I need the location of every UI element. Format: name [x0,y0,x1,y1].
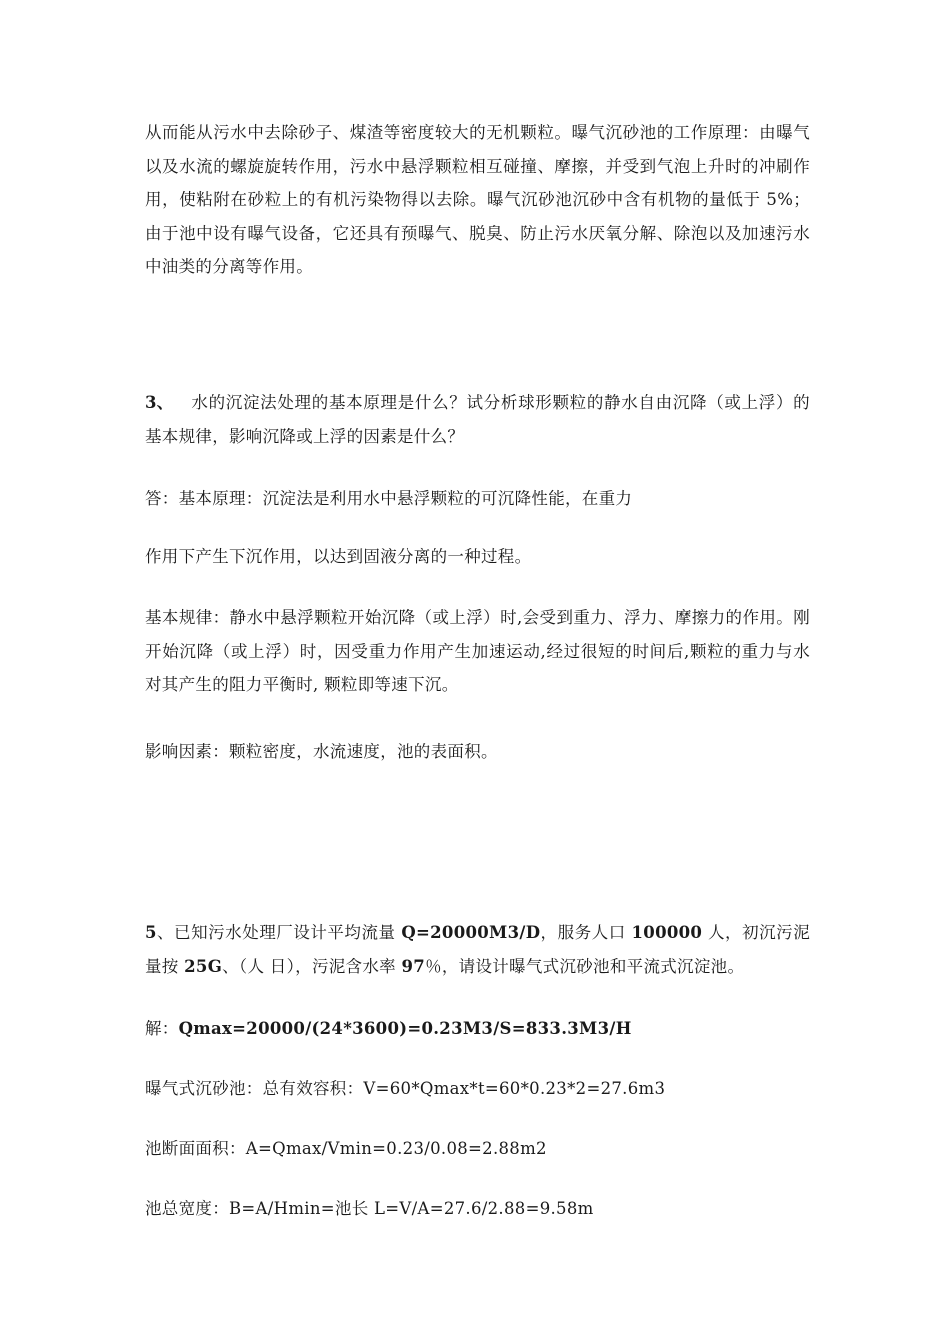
paragraph-aerated-grit-chamber: 从而能从污水中去除砂子、煤渣等密度较大的无机颗粒。曝气沉砂池的工作原理：由曝气以及水流的螺旋旋转作用，污水中悬浮颗粒相互碰撞、摩擦，并受到气泡上升时的冲刷作用，使粘附在砂粒上的有机污染物得以去除。曝气沉砂池沉砂中含有机物的量低于 5%；由于池中设有曝气设备，它还具有预曝气、脱臭、防止污水厌氧分解、除泡以及加速污水中油类的分离等作用。 [145,123,810,276]
question-text-part: ％，请设计曝气式沉砂池和平流式沉淀池。 [425,956,745,976]
answer-basic-rule: 基本规律：静水中悬浮颗粒开始沉降（或上浮）时,会受到重力、浮力、摩擦力的作用。刚开始沉降（或上浮）时，因受重力作用产生加速运动,经过很短的时间后,颗粒的重力与水对其产生的阻力平衡时, 颗粒即等速下沉。 [145,608,810,694]
question-text-part: ，服务人口 [540,923,632,942]
solution-volume: 曝气式沉砂池：总有效容积：V=60*Qmax*t=60*0.23*2=27.6m3 [145,1079,666,1098]
question-text-part: 、已知污水处理厂设计平均流量 [156,923,402,942]
question-text-part: 、（人 日），污泥含水率 [222,956,402,976]
question-3 [145,386,810,453]
answer-factors: 影响因素：颗粒密度，水流速度，池的表面积。 [145,742,498,761]
qmax-formula: Qmax=20000/(24*3600)=0.23M3/S=833.3M3/H [178,1019,632,1038]
question-5 [145,916,810,983]
question-text-part: 人，初沉污泥量按 [145,923,810,976]
solution-qmax [145,1012,810,1046]
solution-area: 池断面面积：A=Qmax/Vmin=0.23/0.08=2.88m2 [145,1139,547,1158]
solution-width: 池总宽度：B=A/Hmin=池长 L=V/A=27.6/2.88=9.58m [145,1199,594,1218]
question-number: 3、 [145,393,174,412]
water-content-value: 97 [401,956,426,976]
flow-value: Q=20000M3/D [401,923,541,942]
sludge-value: 25G [184,956,223,976]
population-value: 100000 [631,923,703,942]
solution-label: 解： [145,1019,179,1038]
answer-principle-line1: 答：基本原理：沉淀法是利用水中悬浮颗粒的可沉降性能，在重力 [145,489,633,508]
question-number: 5 [145,923,157,942]
question-text: 水的沉淀法处理的基本原理是什么？试分析球形颗粒的静水自由沉降（或上浮）的基本规律，影响沉降或上浮的因素是什么？ [145,393,810,446]
answer-principle-line2: 作用下产生下沉作用，以达到固液分离的一种过程。 [145,547,532,566]
